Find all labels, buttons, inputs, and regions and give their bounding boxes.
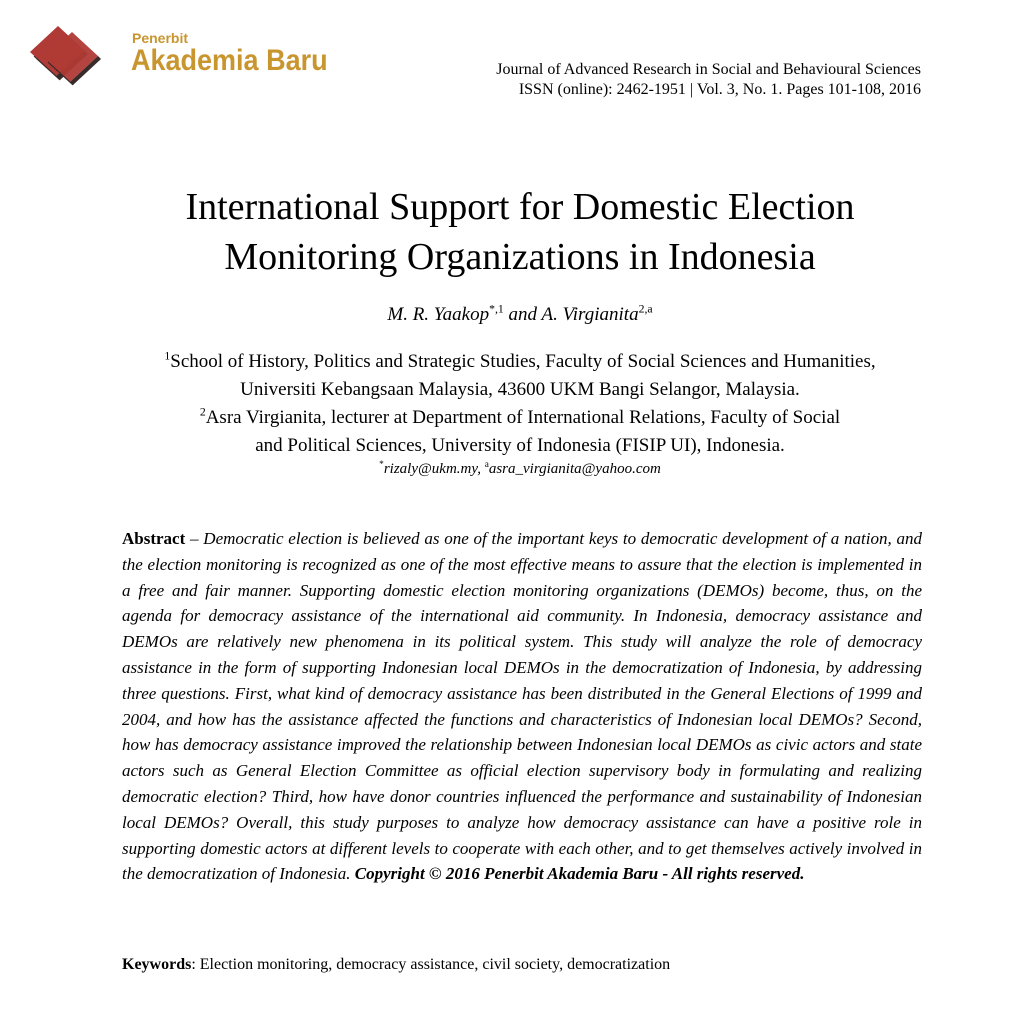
paper-title — [100, 182, 940, 282]
author-affiliation-marker: 2,a — [638, 302, 653, 316]
author-list — [0, 304, 1024, 326]
affiliation-1 — [100, 348, 940, 404]
title-line-1: International Support for Domestic Election — [185, 186, 855, 228]
affiliation-marker: 2 — [199, 405, 206, 419]
journal-name: Journal of Advanced Research in Social and Behavioural Sciences — [496, 61, 921, 78]
keywords-label: Keywords — [122, 956, 192, 973]
author-affiliation-marker: *,1 — [489, 302, 504, 316]
affiliation-2 — [100, 404, 940, 460]
affiliation-line: Asra Virgianita, lecturer at Department of International Relations, Faculty of Social — [205, 407, 841, 428]
publisher-logo — [28, 24, 328, 88]
logo-brand-text: Akademia Baru — [131, 44, 328, 77]
email-link[interactable]: rizaly@ukm.my, — [383, 461, 481, 477]
keywords — [122, 956, 922, 974]
abstract-dash: – — [185, 529, 204, 548]
keywords-text: : Election monitoring, democracy assistance, civil society, democratization — [191, 956, 671, 973]
book-logo-icon — [28, 24, 102, 86]
author-name: A. Virgianita — [541, 304, 639, 325]
journal-header — [496, 60, 921, 100]
email-marker: * — [379, 460, 384, 470]
email-marker: a — [484, 460, 489, 470]
author-name: M. R. Yaakop — [387, 304, 490, 325]
journal-issue: ISSN (online): 2462-1951 | Vol. 3, No. 1. Pages 101-108, 2016 — [518, 81, 921, 98]
affiliation-line: Universiti Kebangsaan Malaysia, 43600 UKM Bangi Selangor, Malaysia. — [240, 379, 800, 400]
email-link[interactable]: asra_virgianita@yahoo.com — [488, 461, 661, 477]
abstract-label: Abstract — [122, 529, 186, 548]
affiliation-line: School of History, Politics and Strategic Studies, Faculty of Social Sciences and Humanities, — [170, 351, 876, 372]
contact-emails — [100, 461, 940, 478]
copyright-notice: Copyright © 2016 Penerbit Akademia Baru - All rights reserved. — [354, 864, 805, 884]
affiliation-marker: 1 — [164, 349, 171, 363]
abstract-text: Democratic election is believed as one of the important keys to democratic development of a nation, and the election monitoring is recognized as one of the most effective means to assure that the election is implemented in a free and fair manner. Supporting domestic election monitoring organizations (DEMOs) become, thus, on the agenda for democracy assistance of the international aid community. In Indonesia, democracy assistance and DEMOs are relatively new phenomena in its political system. This study will analyze the role of democracy assistance in the form of supporting Indonesian local DEMOs in the democratization of Indonesia, by addressing three questions. First, what kind of democracy assistance has been distributed in the General Elections of 1999 and 2004, and how has the assistance affected the functions and characteristics of Indonesian local DEMOs? Second, how has democracy assistance improved the relationship between Indonesian local DEMOs as civic actors and state actors such as General Election Committee as official election supervisory body in formulating and realizing democratic election? Third, how have donor countries influenced the performance and sustainability of Indonesian local DEMOs? Overall, this study purposes to analyze how democracy assistance can have a positive role in supporting domestic actors at different levels to cooperate with each other, and to get themselves actively involved in the democratization of Indonesia. — [122, 529, 923, 884]
abstract — [122, 526, 922, 887]
logo-publisher-text: Penerbit — [132, 30, 189, 46]
affiliation-line: and Political Sciences, University of Indonesia (FISIP UI), Indonesia. — [255, 435, 785, 456]
author-joiner: and — [503, 304, 542, 325]
title-line-2: Monitoring Organizations in Indonesia — [224, 236, 816, 278]
